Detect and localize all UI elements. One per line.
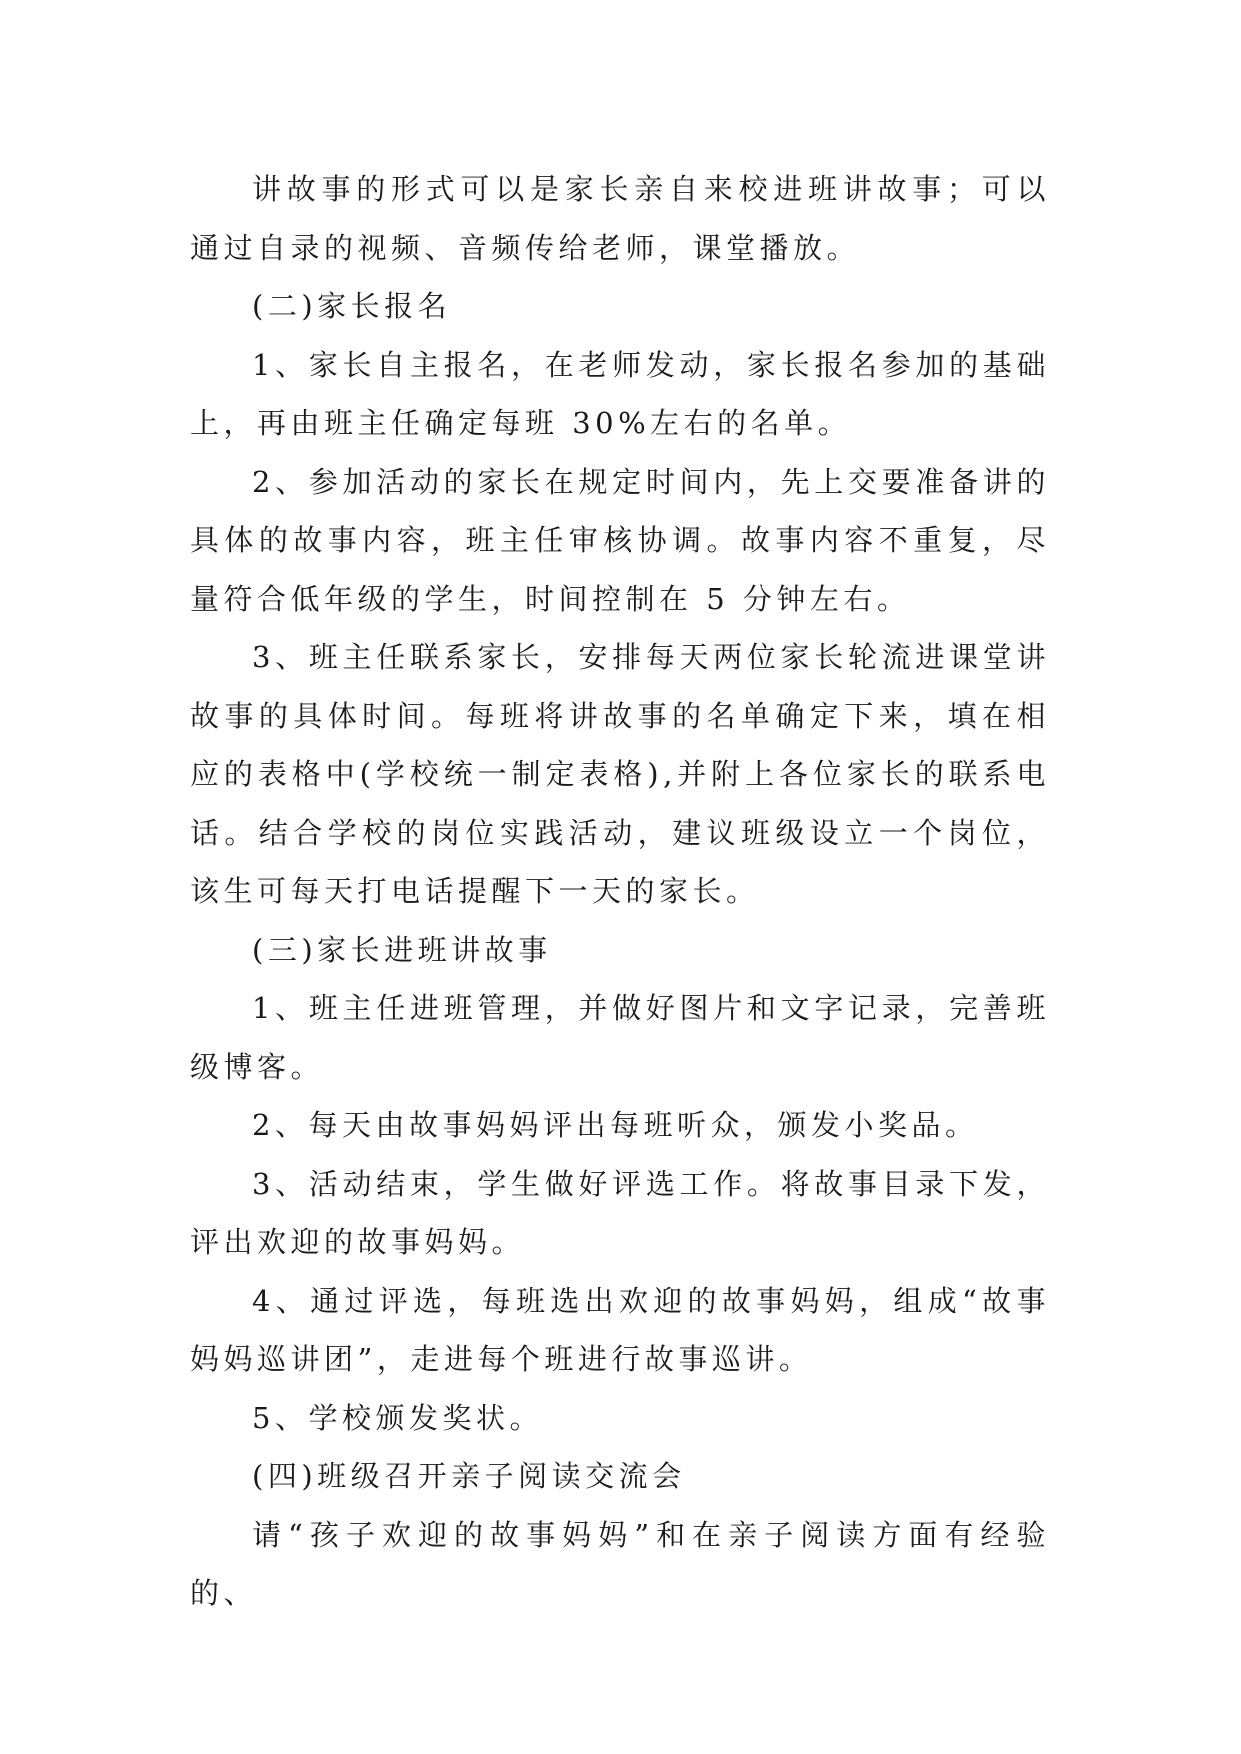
- heading-parent-registration: (二)家长报名: [252, 289, 452, 323]
- paragraph-registration-2: 2、参加活动的家长在规定时间内，先上交要准备讲的具体的故事内容，班主任审核协调。故事内容不重复，尽量符合低年级的学生，时间控制在 5 分钟左右。: [190, 464, 1050, 616]
- paragraph-reading-exchange: 请“孩子欢迎的故事妈妈”和在亲子阅读方面有经验的、: [190, 1517, 1050, 1610]
- paragraph-storytelling-3: 3、活动结束，学生做好评选工作。将故事目录下发，评出欢迎的故事妈妈。: [190, 1166, 1050, 1259]
- paragraph-registration-1: 1、家长自主报名，在老师发动，家长报名参加的基础上，再由班主任确定每班 30%左右的名单。: [190, 347, 1050, 440]
- paragraph-storytelling-4: 4、通过评选，每班选出欢迎的故事妈妈，组成“故事妈妈巡讲团”，走进每个班进行故事巡讲。: [190, 1283, 1050, 1376]
- heading-reading-exchange-meeting: (四)班级召开亲子阅读交流会: [252, 1459, 686, 1493]
- paragraph-storytelling-2: 2、每天由故事妈妈评出每班听众，颁发小奖品。: [252, 1108, 979, 1142]
- paragraph-registration-3: 3、班主任联系家长，安排每天两位家长轮流进课堂讲故事的具体时间。每班将讲故事的名单确定下来，填在相应的表格中(学校统一制定表格),并附上各位家长的联系电话。结合学校的岗位实践活动，建议班级设立一个岗位，该生可每天打电话提醒下一天的家长。: [190, 640, 1050, 908]
- heading-parents-tell-stories: (三)家长进班讲故事: [252, 932, 552, 967]
- paragraph-storytelling-5: 5、学校颁发奖状。: [252, 1400, 543, 1435]
- paragraph-storytelling-1: 1、班主任进班管理，并做好图片和文字记录，完善班级博客。: [190, 991, 1050, 1084]
- document-body: [190, 160, 1050, 1623]
- paragraph-story-format: 讲故事的形式可以是家长亲自来校进班讲故事；可以通过自录的视频、音频传给老师，课堂播放。: [190, 172, 1050, 265]
